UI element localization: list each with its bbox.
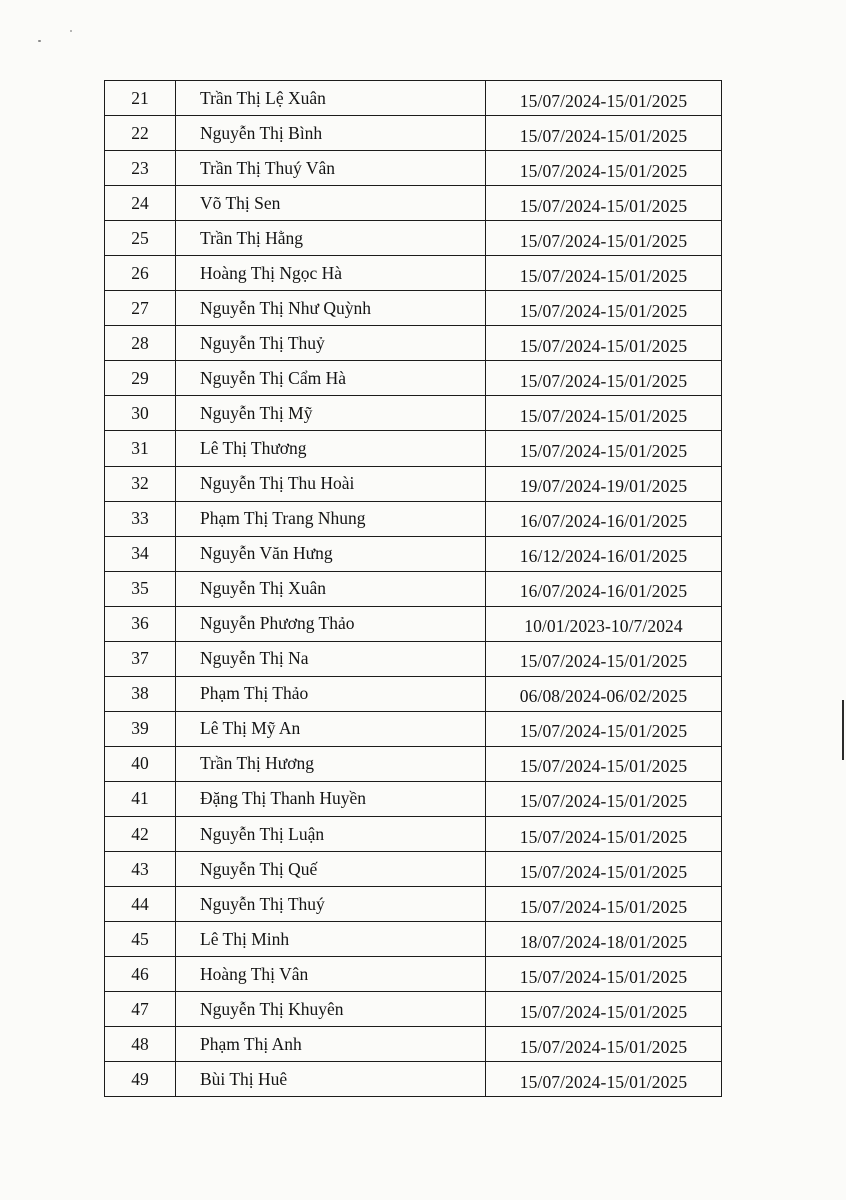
row-number-cell xyxy=(105,396,176,431)
row-number: 28 xyxy=(131,332,149,353)
row-number: 40 xyxy=(131,753,149,774)
full-name-cell xyxy=(176,816,486,851)
row-number: 48 xyxy=(131,1033,149,1054)
row-number: 34 xyxy=(131,543,149,564)
table-row xyxy=(105,957,722,992)
contract-period-cell xyxy=(486,431,722,466)
contract-period-cell xyxy=(486,291,722,326)
row-number-cell xyxy=(105,641,176,676)
contract-period-cell xyxy=(486,606,722,641)
table-row xyxy=(105,116,722,151)
row-number-cell xyxy=(105,922,176,957)
row-number: 49 xyxy=(131,1068,149,1089)
full-name: Nguyễn Phương Thảo xyxy=(200,613,355,634)
contract-period: 19/07/2024-19/01/2025 xyxy=(519,476,688,497)
row-number-cell xyxy=(105,361,176,396)
contract-period-cell xyxy=(486,781,722,816)
contract-period-cell xyxy=(486,256,722,291)
contract-period: 15/07/2024-15/01/2025 xyxy=(519,125,688,146)
row-number: 35 xyxy=(131,578,149,599)
table-row xyxy=(105,466,722,501)
row-number: 44 xyxy=(131,893,149,914)
full-name: Nguyễn Thị Như Quỳnh xyxy=(200,297,372,318)
full-name-cell xyxy=(176,606,486,641)
full-name: Lê Thị Minh xyxy=(200,928,290,949)
contract-period-cell xyxy=(486,151,722,186)
row-number-cell xyxy=(105,186,176,221)
contract-period: 15/07/2024-15/01/2025 xyxy=(519,160,688,181)
full-name: Trần Thị Lệ Xuân xyxy=(200,87,326,108)
contract-period-cell xyxy=(486,641,722,676)
full-name: Phạm Thị Anh xyxy=(200,1033,302,1054)
table-row xyxy=(105,816,722,851)
full-name: Lê Thị Thương xyxy=(200,437,307,458)
row-number-cell xyxy=(105,536,176,571)
contract-period-cell xyxy=(486,116,722,151)
full-name-cell xyxy=(176,957,486,992)
full-name-cell xyxy=(176,81,486,116)
full-name: Nguyễn Thị Quế xyxy=(200,858,318,879)
contract-period: 15/07/2024-15/01/2025 xyxy=(519,826,688,847)
contract-period-cell xyxy=(486,957,722,992)
contract-period-cell xyxy=(486,326,722,361)
full-name-cell xyxy=(176,711,486,746)
full-name: Nguyễn Văn Hưng xyxy=(200,543,333,564)
full-name-cell xyxy=(176,291,486,326)
row-number-cell xyxy=(105,781,176,816)
row-number-cell xyxy=(105,957,176,992)
full-name-cell xyxy=(176,922,486,957)
row-number: 36 xyxy=(131,613,149,634)
full-name-cell xyxy=(176,887,486,922)
table-row xyxy=(105,361,722,396)
row-number: 47 xyxy=(131,998,149,1019)
row-number: 26 xyxy=(131,262,149,283)
contract-period: 15/07/2024-15/01/2025 xyxy=(519,1071,688,1092)
row-number-cell xyxy=(105,816,176,851)
contract-period: 15/07/2024-15/01/2025 xyxy=(519,861,688,882)
row-number: 22 xyxy=(131,122,149,143)
full-name-cell xyxy=(176,1062,486,1097)
contract-period: 15/07/2024-15/01/2025 xyxy=(519,1036,688,1057)
full-name: Phạm Thị Thảo xyxy=(200,683,309,704)
row-number: 45 xyxy=(131,928,149,949)
row-number: 27 xyxy=(131,297,149,318)
row-number: 46 xyxy=(131,963,149,984)
contract-period-cell xyxy=(486,1027,722,1062)
table-row xyxy=(105,571,722,606)
contract-period: 18/07/2024-18/01/2025 xyxy=(519,931,688,952)
row-number-cell xyxy=(105,221,176,256)
row-number: 32 xyxy=(131,473,149,494)
full-name-cell xyxy=(176,781,486,816)
contract-period: 15/07/2024-15/01/2025 xyxy=(519,90,688,111)
contract-period-cell xyxy=(486,922,722,957)
row-number-cell xyxy=(105,256,176,291)
row-number-cell xyxy=(105,1027,176,1062)
full-name-cell xyxy=(176,676,486,711)
full-name-cell xyxy=(176,221,486,256)
staff-table xyxy=(104,80,722,1097)
table-row xyxy=(105,852,722,887)
table-row xyxy=(105,186,722,221)
row-number-cell xyxy=(105,992,176,1027)
table-row xyxy=(105,291,722,326)
row-number-cell xyxy=(105,326,176,361)
full-name-cell xyxy=(176,256,486,291)
table-row xyxy=(105,151,722,186)
row-number: 43 xyxy=(131,858,149,879)
row-number-cell xyxy=(105,466,176,501)
full-name: Trần Thị Hằng xyxy=(200,227,304,248)
row-number-cell xyxy=(105,151,176,186)
row-number-cell xyxy=(105,116,176,151)
contract-period: 16/07/2024-16/01/2025 xyxy=(519,581,688,602)
contract-period-cell xyxy=(486,1062,722,1097)
contract-period-cell xyxy=(486,501,722,536)
contract-period: 06/08/2024-06/02/2025 xyxy=(519,686,688,707)
row-number-cell xyxy=(105,852,176,887)
contract-period-cell xyxy=(486,746,722,781)
row-number: 24 xyxy=(131,192,149,213)
contract-period-cell xyxy=(486,571,722,606)
table-row xyxy=(105,746,722,781)
row-number-cell xyxy=(105,1062,176,1097)
row-number-cell xyxy=(105,501,176,536)
contract-period: 15/07/2024-15/01/2025 xyxy=(519,440,688,461)
contract-period-cell xyxy=(486,711,722,746)
full-name: Trần Thị Thuý Vân xyxy=(200,157,335,178)
contract-period-cell xyxy=(486,816,722,851)
full-name: Hoàng Thị Ngọc Hà xyxy=(200,262,343,283)
row-number: 39 xyxy=(131,718,149,739)
full-name: Nguyễn Thị Khuyên xyxy=(200,998,344,1019)
full-name-cell xyxy=(176,992,486,1027)
row-number-cell xyxy=(105,887,176,922)
full-name: Hoàng Thị Vân xyxy=(200,963,309,984)
full-name: Võ Thị Sen xyxy=(200,192,281,213)
full-name-cell xyxy=(176,466,486,501)
contract-period: 15/07/2024-15/01/2025 xyxy=(519,896,688,917)
contract-period: 15/07/2024-15/01/2025 xyxy=(519,370,688,391)
full-name: Nguyễn Thị Thuý xyxy=(200,893,325,914)
contract-period-cell xyxy=(486,992,722,1027)
contract-period: 15/07/2024-15/01/2025 xyxy=(519,195,688,216)
row-number-cell xyxy=(105,571,176,606)
contract-period: 15/07/2024-15/01/2025 xyxy=(519,335,688,356)
full-name: Nguyễn Thị Xuân xyxy=(200,578,327,599)
contract-period: 15/07/2024-15/01/2025 xyxy=(519,405,688,426)
contract-period: 15/07/2024-15/01/2025 xyxy=(519,230,688,251)
contract-period: 15/07/2024-15/01/2025 xyxy=(519,966,688,987)
full-name: Nguyễn Thị Mỹ xyxy=(200,402,313,423)
contract-period-cell xyxy=(486,81,722,116)
full-name: Nguyễn Thị Cẩm Hà xyxy=(200,367,346,388)
table-row xyxy=(105,992,722,1027)
full-name: Nguyễn Thị Bình xyxy=(200,122,323,143)
table-row xyxy=(105,676,722,711)
contract-period-cell xyxy=(486,536,722,571)
full-name-cell xyxy=(176,501,486,536)
full-name: Nguyễn Thị Thuỷ xyxy=(200,332,325,353)
full-name: Phạm Thị Trang Nhung xyxy=(200,508,366,529)
contract-period-cell xyxy=(486,466,722,501)
full-name-cell xyxy=(176,641,486,676)
row-number: 38 xyxy=(131,683,149,704)
full-name-cell xyxy=(176,361,486,396)
full-name-cell xyxy=(176,116,486,151)
contract-period: 16/07/2024-16/01/2025 xyxy=(519,511,688,532)
table-row xyxy=(105,922,722,957)
contract-period-cell xyxy=(486,361,722,396)
row-number: 33 xyxy=(131,508,149,529)
scan-edge-mark xyxy=(842,700,844,760)
table-row xyxy=(105,606,722,641)
row-number: 25 xyxy=(131,227,149,248)
contract-period: 15/07/2024-15/01/2025 xyxy=(519,651,688,672)
row-number: 42 xyxy=(131,823,149,844)
full-name: Trần Thị Hương xyxy=(200,753,315,774)
contract-period: 16/12/2024-16/01/2025 xyxy=(519,546,688,567)
row-number: 23 xyxy=(131,157,149,178)
row-number-cell xyxy=(105,676,176,711)
full-name-cell xyxy=(176,746,486,781)
row-number-cell xyxy=(105,291,176,326)
row-number: 21 xyxy=(131,87,149,108)
contract-period-cell xyxy=(486,887,722,922)
table-row xyxy=(105,326,722,361)
table-row xyxy=(105,396,722,431)
full-name-cell xyxy=(176,431,486,466)
contract-period: 15/07/2024-15/01/2025 xyxy=(519,1001,688,1022)
table-row xyxy=(105,256,722,291)
scan-speck xyxy=(38,40,41,42)
table-row xyxy=(105,887,722,922)
contract-period: 15/07/2024-15/01/2025 xyxy=(519,756,688,777)
full-name: Nguyễn Thị Thu Hoài xyxy=(200,473,355,494)
row-number-cell xyxy=(105,711,176,746)
scan-speck xyxy=(70,30,72,32)
table-row xyxy=(105,221,722,256)
staff-table-body xyxy=(105,81,722,1097)
full-name: Bùi Thị Huê xyxy=(200,1068,288,1089)
full-name-cell xyxy=(176,1027,486,1062)
full-name-cell xyxy=(176,151,486,186)
row-number: 30 xyxy=(131,402,149,423)
full-name: Nguyễn Thị Luận xyxy=(200,823,325,844)
contract-period-cell xyxy=(486,852,722,887)
row-number-cell xyxy=(105,746,176,781)
full-name-cell xyxy=(176,186,486,221)
row-number: 31 xyxy=(131,437,149,458)
row-number: 29 xyxy=(131,367,149,388)
contract-period-cell xyxy=(486,221,722,256)
full-name: Đặng Thị Thanh Huyền xyxy=(200,788,367,809)
table-row xyxy=(105,781,722,816)
row-number-cell xyxy=(105,431,176,466)
table-row xyxy=(105,1062,722,1097)
row-number: 37 xyxy=(131,648,149,669)
contract-period-cell xyxy=(486,396,722,431)
contract-period: 10/01/2023-10/7/2024 xyxy=(524,616,683,637)
full-name-cell xyxy=(176,326,486,361)
full-name-cell xyxy=(176,536,486,571)
contract-period-cell xyxy=(486,186,722,221)
table-row xyxy=(105,1027,722,1062)
full-name: Lê Thị Mỹ An xyxy=(200,718,301,739)
contract-period: 15/07/2024-15/01/2025 xyxy=(519,300,688,321)
row-number: 41 xyxy=(131,788,149,809)
table-row xyxy=(105,641,722,676)
full-name-cell xyxy=(176,852,486,887)
row-number-cell xyxy=(105,606,176,641)
table-row xyxy=(105,501,722,536)
contract-period: 15/07/2024-15/01/2025 xyxy=(519,721,688,742)
row-number-cell xyxy=(105,81,176,116)
full-name: Nguyễn Thị Na xyxy=(200,648,309,669)
table-row xyxy=(105,536,722,571)
table-row xyxy=(105,711,722,746)
contract-period-cell xyxy=(486,676,722,711)
full-name-cell xyxy=(176,396,486,431)
contract-period: 15/07/2024-15/01/2025 xyxy=(519,265,688,286)
table-row xyxy=(105,81,722,116)
contract-period: 15/07/2024-15/01/2025 xyxy=(519,791,688,812)
full-name-cell xyxy=(176,571,486,606)
table-row xyxy=(105,431,722,466)
